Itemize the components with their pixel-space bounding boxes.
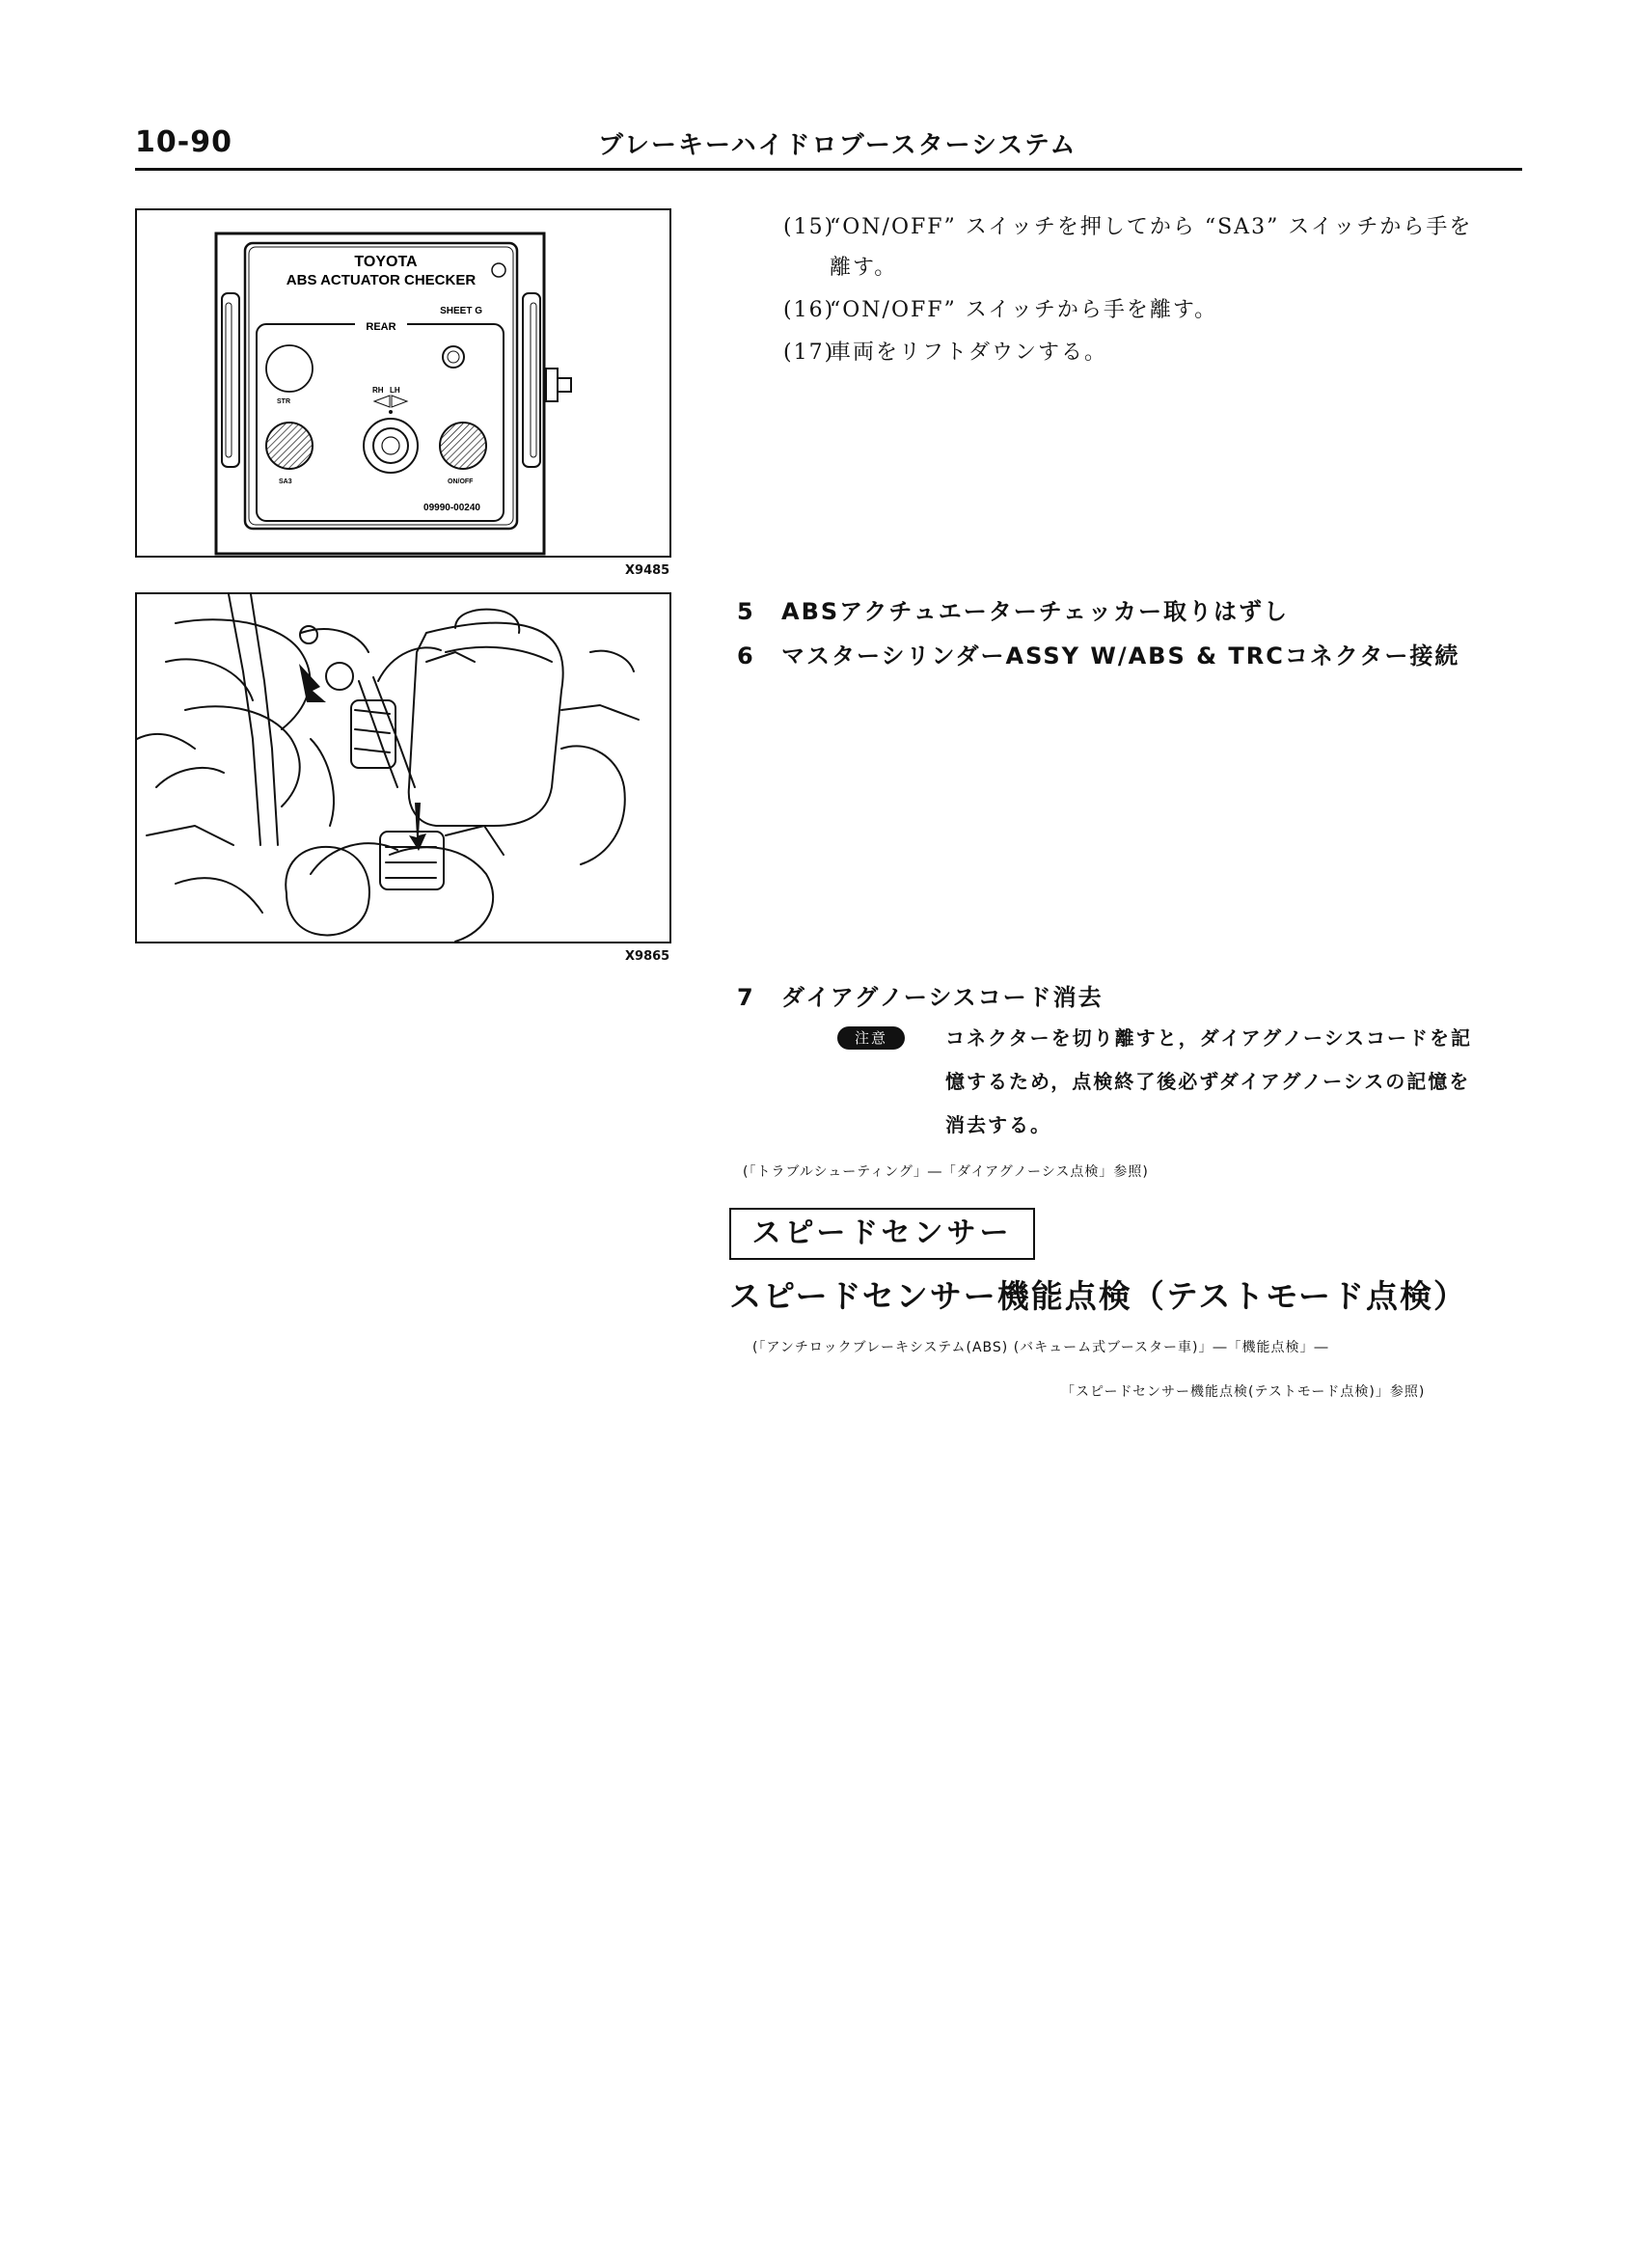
onoff-button — [440, 423, 486, 469]
reference-troubleshooting: (「トラブルシューティング」―「ダイアグノーシス点検」参照) — [743, 1164, 1149, 1180]
figure-engine-connector — [135, 592, 671, 943]
caution-line-3: 消去する。 — [945, 1113, 1051, 1136]
section-box-speed-sensor: スピードセンサー — [729, 1208, 1035, 1260]
section-title: スピードセンサー機能点検（テストモード点検） — [729, 1277, 1468, 1315]
figure2-id: X9865 — [625, 949, 670, 964]
caution-line-2: 憶するため，点検終了後必ずダイアグノーシスの記憶を — [945, 1070, 1471, 1093]
heading-text: ダイアグノーシスコード消去 — [781, 984, 1104, 1011]
checker-section: REAR — [366, 321, 396, 333]
step-text: “ON/OFF” スイッチを押してから “SA3” スイッチから手を — [830, 215, 1473, 239]
heading-number: 7 — [737, 984, 755, 1011]
heading-number: 5 — [737, 598, 755, 625]
heading-number: 6 — [737, 642, 755, 669]
page-number: 10-90 — [135, 125, 232, 159]
checker-brand: TOYOTA — [354, 254, 418, 270]
step-text: “ON/OFF” スイッチから手を離す。 — [830, 298, 1218, 322]
step-number: (16) — [783, 298, 835, 322]
reference-abs-line-2: 「スピードセンサー機能点検(テストモード点検)」参照) — [1061, 1384, 1426, 1400]
rh-label: RH — [372, 386, 384, 395]
step-text: 車両をリフトダウンする。 — [830, 341, 1108, 365]
step-15-cont: 離す。 — [830, 256, 898, 280]
step-16 — [783, 293, 1217, 323]
caution-line-1: コネクターを切り離すと，ダイアグノーシスコードを記 — [945, 1026, 1472, 1050]
running-title: ブレーキーハイドロブースターシステム — [598, 131, 1077, 160]
lh-label: LH — [390, 386, 400, 395]
heading-text: ABSアクチュエーターチェッカー取りはずし — [781, 598, 1289, 625]
step-number: (15) — [783, 215, 835, 239]
str-label: STR — [277, 398, 290, 405]
sa3-label: SA3 — [279, 478, 292, 485]
step-number: (17) — [783, 341, 835, 365]
heading-7 — [737, 978, 1104, 1012]
figure1-id: X9485 — [625, 563, 670, 578]
checker-sheet: SHEET G — [440, 306, 482, 316]
engine-drawing — [137, 594, 669, 942]
caution-badge: 注意 — [837, 1026, 905, 1050]
indicator-led — [492, 263, 505, 277]
heading-text: マスターシリンダーASSY W/ABS & TRCコネクター接続 — [781, 642, 1460, 669]
checker-name: ABS ACTUATOR CHECKER — [286, 272, 477, 288]
heading-6 — [737, 637, 1459, 670]
step-17 — [783, 336, 1107, 366]
header-rule — [135, 168, 1522, 171]
step-15 — [783, 210, 1472, 240]
heading-5 — [737, 592, 1289, 626]
sa3-button — [266, 423, 313, 469]
onoff-label: ON/OFF — [448, 478, 474, 485]
indicator-lamp — [443, 346, 464, 368]
str-button — [266, 345, 313, 392]
reference-abs-line-1: (「アンチロックブレーキシステム(ABS) (バキューム式ブースター車)」―「機能点検」― — [752, 1340, 1329, 1355]
abs-checker-drawing — [137, 210, 669, 556]
part-number: 09990-00240 — [423, 503, 480, 513]
figure-abs-checker — [135, 208, 671, 558]
